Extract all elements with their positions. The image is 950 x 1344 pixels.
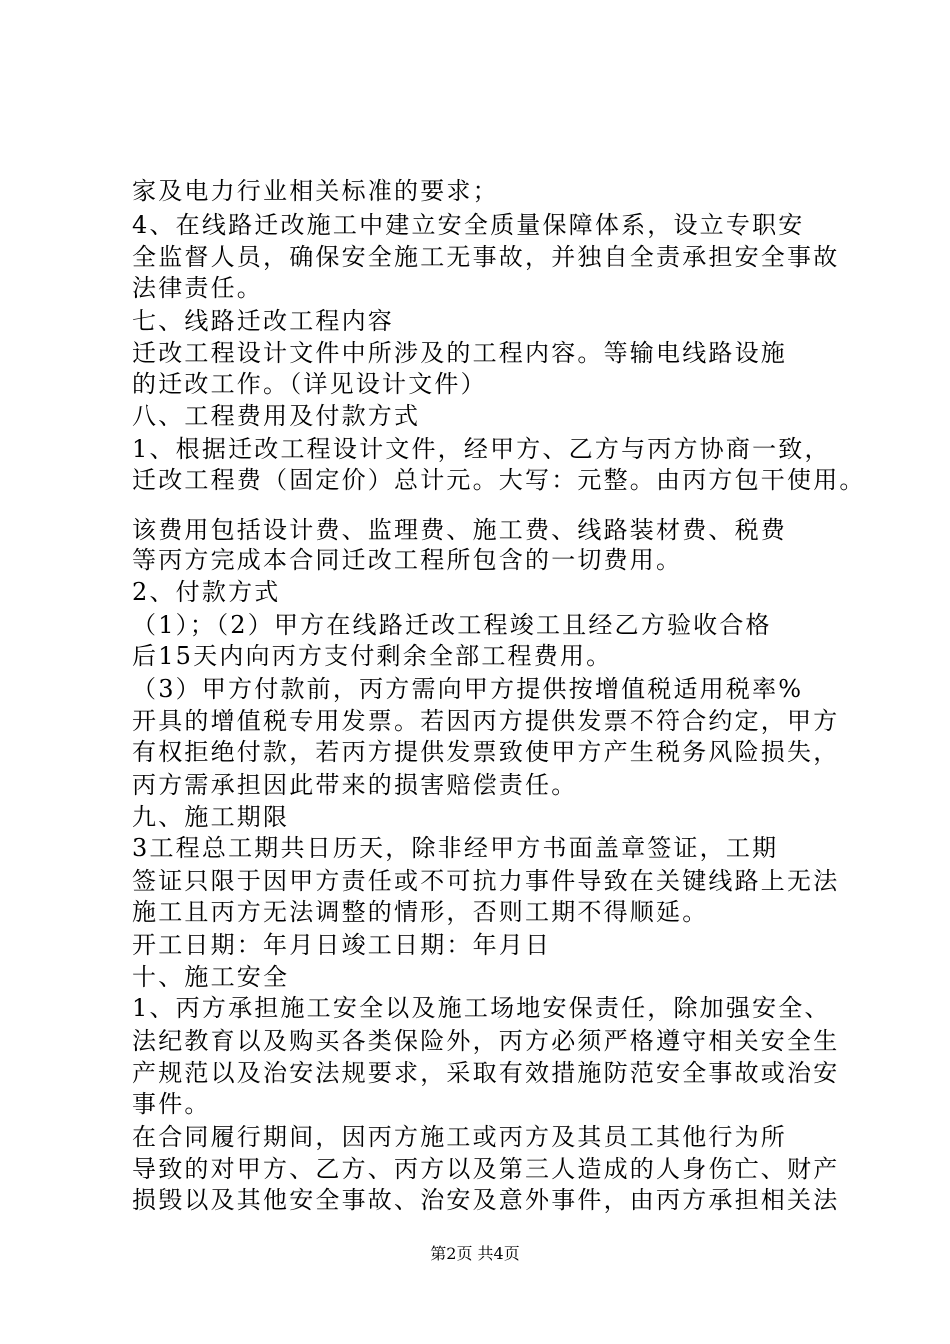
body-line: 4、在线路迁改施工中建立安全质量保障体系，设立专职安 — [132, 211, 805, 239]
body-line: 后15天内向丙方支付剩余全部工程费用。 — [132, 642, 613, 670]
body-line: 家及电力行业相关标准的要求； — [132, 177, 499, 205]
body-line: 3工程总工期共日历天，除非经甲方书面盖章签证，工期 — [132, 834, 779, 862]
body-line: 施工且丙方无法调整的情形，否则工期不得顺延。 — [132, 898, 709, 926]
body-line: 导致的对甲方、乙方、丙方以及第三人造成的人身伤亡、财产 — [132, 1155, 840, 1183]
body-line: （3）甲方付款前，丙方需向甲方提供按增值税适用税率% — [132, 675, 804, 703]
body-line: 损毁以及其他安全事故、治安及意外事件，由丙方承担相关法 — [132, 1186, 840, 1214]
body-line: 1、根据迁改工程设计文件，经甲方、乙方与丙方协商一致， — [132, 435, 831, 463]
body-line: 的迁改工作。（详见设计文件） — [132, 370, 487, 398]
section-heading: 八、工程费用及付款方式 — [132, 402, 421, 430]
body-line: 开具的增值税专用发票。若因丙方提供发票不符合约定，甲方 — [132, 707, 840, 735]
section-heading: 十、施工安全 — [132, 963, 290, 991]
body-line: 迁改工程设计文件中所涉及的工程内容。等输电线路设施 — [132, 339, 787, 367]
page-number-footer: 第2页 共4页 — [430, 1244, 520, 1263]
body-line: 签证只限于因甲方责任或不可抗力事件导致在关键线路上无法 — [132, 867, 840, 895]
body-line: 等丙方完成本合同迁改工程所包含的一切费用。 — [132, 546, 683, 574]
body-line: 2、付款方式 — [132, 578, 281, 606]
body-line: 产规范以及治安法规要求，采取有效措施防范安全事故或治安 — [132, 1059, 840, 1087]
body-line: 该费用包括设计费、监理费、施工费、线路装材费、税费 — [132, 516, 787, 544]
section-heading: 七、线路迁改工程内容 — [132, 307, 394, 335]
body-line: 丙方需承担因此带来的损害赔偿责任。 — [132, 771, 578, 799]
body-line: 有权拒绝付款，若丙方提供发票致使甲方产生税务风险损失， — [132, 738, 840, 766]
section-heading: 九、施工期限 — [132, 803, 290, 831]
body-line: 开工日期：年月日竣工日期：年月日 — [132, 931, 552, 959]
body-line: 全监督人员，确保安全施工无事故，并独自全责承担安全事故 — [132, 243, 840, 271]
body-line: 法纪教育以及购买各类保险外，丙方必须严格遵守相关安全生 — [132, 1027, 840, 1055]
body-line: （1）；（2）甲方在线路迁改工程竣工且经乙方验收合格 — [132, 611, 772, 639]
body-line: 迁改工程费（固定价）总计元。大写：元整。由丙方包干使用。 — [132, 466, 866, 494]
body-line: 1、丙方承担施工安全以及施工场地安保责任，除加强安全、 — [132, 994, 831, 1022]
body-line: 在合同履行期间，因丙方施工或丙方及其员工其他行为所 — [132, 1123, 787, 1151]
body-line: 法律责任。 — [132, 274, 263, 302]
body-line: 事件。 — [132, 1090, 211, 1118]
